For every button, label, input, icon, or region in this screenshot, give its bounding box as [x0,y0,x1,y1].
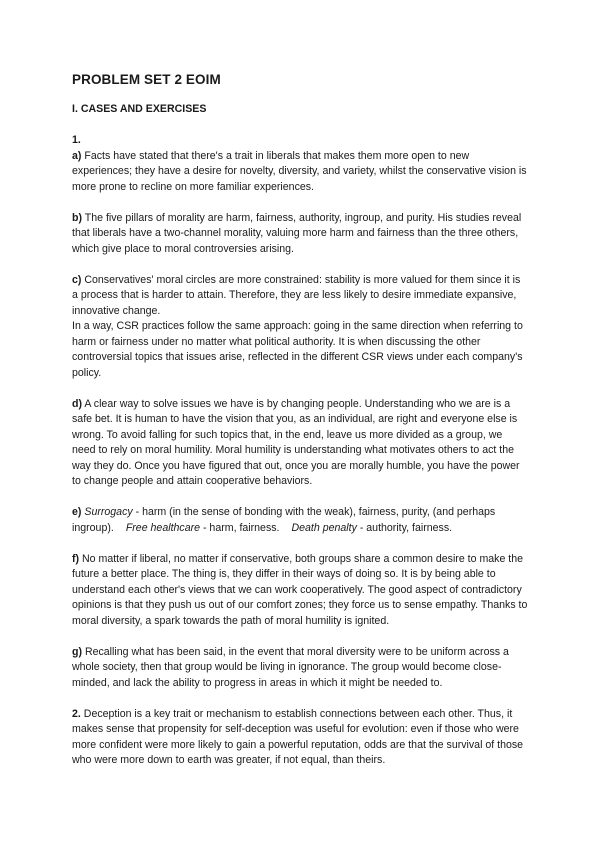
answer-g-label: g) [72,645,82,658]
answer-f-paragraph [72,552,528,630]
answer-d-paragraph [72,397,528,490]
question-2-paragraph [72,707,528,769]
section-heading: I. CASES AND EXERCISES [72,103,207,115]
answer-a-paragraph [72,149,528,196]
answer-b-text: The five pillars of morality are harm, fairness, authority, ingroup, and purity. His studies reveal that liberals have a two-channel morality, valuing more harm and fairness than the three others, which give place to moral controversies arising. [72,211,522,255]
topic-surrogacy: Surrogacy [84,506,133,518]
question-2-text: Deception is a key trait or mechanism to establish connections between each other. Thus, it makes sense that propensity for self-deception was useful for evolution: even if those who were more confident were more likely to gain a powerful reputation, odds are that the survival of those who were more down to earth was greater, if not equal, than theirs. [72,707,524,766]
document-page [72,72,528,784]
free-healthcare-pillars: - harm, fairness. [200,521,280,534]
answer-d-text: A clear way to solve issues we have is by changing people. Understanding who we are is a safe bet. It is human to have the vision that you, as an individual, are right and everyone else is wrong. To avoid falling for such topics that, in the end, leave us more divided as a group, we need to rely on moral humility. Moral humility is understanding what motivates others to act the way they do. Once you have figured that out, once you are morally humble, you have the power to change people and attain cooperative behaviors. [72,397,520,487]
answer-c-label: c) [72,273,82,286]
answer-d-label: d) [72,397,82,410]
answer-e-paragraph [72,505,528,536]
answer-c-paragraph [72,273,528,320]
answer-e-label: e) [72,506,82,518]
topic-free-healthcare: Free healthcare [125,521,201,534]
answer-c-text: Conservatives' moral circles are more constrained: stability is more valued for them since it is a process that is harder to attain. Therefore, they are less likely to desire immediate expansive, innovative change. [72,273,521,317]
answer-c-paragraph-2: In a way, CSR practices follow the same approach: going in the same direction when referring to harm or fairness under no matter what political authority. It is when discussing the other controversial topics that issues arise, reflected in the different CSR views under each company's policy. [72,320,523,379]
answer-b-paragraph [72,211,528,258]
answer-f-label: f) [72,552,80,565]
surrogacy-pillars: - harm (in the sense of bonding with the weak), fairness, purity, (and perhaps ingroup). [72,506,496,534]
answer-g-text: Recalling what has been said, in the event that moral diversity were to be uniform across a whole society, then that group would be living in ignorance. The group would become close-minded, and lack the ability to progress in areas in which it might be needed to. [72,645,509,689]
answer-g-paragraph [72,645,528,692]
question-2-label: 2. [72,707,81,720]
answer-a-text: Facts have stated that there's a trait in liberals that makes them more open to new experiences; they have a desire for novelty, diversity, and variety, whilst the conservative vision is more prone to recline on more familiar experiences. [72,149,527,193]
answer-f-text: No matter if liberal, no matter if conservative, both groups share a common desire to make the future a better place. The thing is, they differ in their ways of doing so. It is by being able to understand each other's views that we can work cooperatively. The good aspect of contradictory opinions is that they push us out of our comfort zones; they force us to sense empathy. Thanks to moral diversity, a spark towards the path of moral humility is ignited. [72,552,528,627]
answer-b-label: b) [72,211,82,224]
document-title: PROBLEM SET 2 EOIM [72,72,221,87]
question-1-number: 1. [72,134,81,146]
topic-death-penalty: Death penalty [291,521,357,534]
answer-a-label: a) [72,149,82,162]
death-penalty-pillars: - authority, fairness. [356,521,453,534]
